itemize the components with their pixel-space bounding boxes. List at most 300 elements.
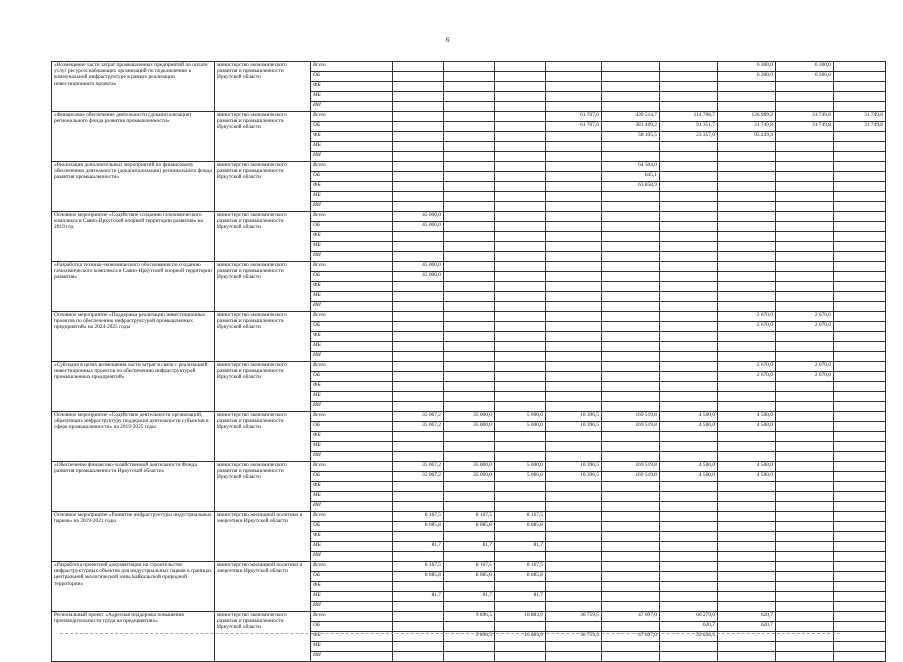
funding-source-cell: ФБ [311, 432, 393, 442]
amount-cell [546, 342, 602, 352]
amount-cell [834, 142, 886, 152]
amount-cell [718, 282, 776, 292]
amount-cell [393, 302, 444, 312]
amount-cell: 8 167,5 [495, 562, 546, 572]
amount-cell [495, 92, 546, 102]
amount-cell [718, 642, 776, 652]
amount-cell [834, 492, 886, 502]
amount-cell [393, 82, 444, 92]
amount-cell [546, 282, 602, 292]
amount-cell [546, 452, 602, 462]
amount-cell [776, 602, 834, 612]
funding-source-cell: МБ [311, 292, 393, 302]
amount-cell: 45 000,0 [393, 212, 444, 222]
amount-cell: 47 097,0 [602, 612, 660, 622]
amount-cell [444, 222, 495, 232]
amount-cell [834, 592, 886, 602]
amount-cell [834, 442, 886, 452]
amount-cell: 10 396,5 [546, 422, 602, 432]
amount-cell: 8 167,5 [393, 562, 444, 572]
amount-cell [776, 272, 834, 282]
amount-cell [602, 552, 660, 562]
activity-name-cell: Основное мероприятие «Содействие деятельности организаций, образующих инфраструктуру поддержки деятельности субъектов в сфере промышленности» на 2019-2025 годы [52, 412, 215, 462]
funding-source-cell: МБ [311, 542, 393, 552]
amount-cell [393, 482, 444, 492]
amount-cell: 31 749,8 [718, 122, 776, 132]
amount-cell: 45 000,0 [393, 262, 444, 272]
amount-cell [602, 442, 660, 452]
amount-cell [546, 232, 602, 242]
amount-cell: 35 000,0 [444, 462, 495, 472]
amount-cell [776, 382, 834, 392]
amount-cell [393, 402, 444, 412]
amount-cell [660, 352, 718, 362]
amount-cell [495, 292, 546, 302]
amount-cell [546, 252, 602, 262]
activity-name-cell: «Возмещение части затрат промышленных предприятий по оплате услуг ресурсоснабжающих организаций по подключению к коммунальной инфраструктуре в рамках реализации инвестиционного проекта» [52, 62, 215, 112]
amount-cell [602, 302, 660, 312]
amount-cell [444, 582, 495, 592]
amount-cell [546, 362, 602, 372]
amount-cell [660, 492, 718, 502]
amount-cell: 60 279,0 [660, 612, 718, 622]
funding-source-cell: ИИ [311, 152, 393, 162]
amount-cell: 169 519,8 [602, 462, 660, 472]
amount-cell [834, 542, 886, 552]
funding-source-cell: Всего [311, 512, 393, 522]
amount-cell [602, 642, 660, 652]
amount-cell [776, 542, 834, 552]
amount-cell [834, 182, 886, 192]
amount-cell [393, 282, 444, 292]
amount-cell [660, 442, 718, 452]
amount-cell [393, 642, 444, 652]
amount-cell [718, 212, 776, 222]
amount-cell [718, 402, 776, 412]
amount-cell [834, 132, 886, 142]
amount-cell [546, 132, 602, 142]
amount-cell [834, 582, 886, 592]
amount-cell: 126 999,2 [718, 112, 776, 122]
amount-cell [393, 582, 444, 592]
amount-cell [495, 162, 546, 172]
funding-source-cell: Всего [311, 262, 393, 272]
amount-cell [834, 352, 886, 362]
amount-cell [393, 162, 444, 172]
amount-cell [834, 382, 886, 392]
table-row [52, 512, 886, 522]
amount-cell [546, 72, 602, 82]
amount-cell: 8 085,8 [495, 572, 546, 582]
amount-cell [834, 422, 886, 432]
amount-cell [495, 532, 546, 542]
amount-cell [776, 252, 834, 262]
amount-cell: 4 500,0 [718, 422, 776, 432]
amount-cell [546, 292, 602, 302]
amount-cell [444, 312, 495, 322]
amount-cell: 45 000,0 [393, 222, 444, 232]
amount-cell [718, 142, 776, 152]
amount-cell [546, 642, 602, 652]
amount-cell [834, 62, 886, 72]
amount-cell [660, 312, 718, 322]
amount-cell [776, 612, 834, 622]
amount-cell [444, 402, 495, 412]
executor-cell: министерство экономического развития и промышленности Иркутской области [215, 112, 311, 162]
amount-cell [495, 202, 546, 212]
activity-name-cell: Основное мероприятие «Развитие инфраструктуры индустриальных парков» на 2019-2021 годы [52, 512, 215, 562]
amount-cell [444, 492, 495, 502]
amount-cell [834, 472, 886, 482]
amount-cell [444, 122, 495, 132]
amount-cell [495, 602, 546, 612]
amount-cell [834, 572, 886, 582]
amount-cell: 35 067,2 [393, 462, 444, 472]
amount-cell [776, 432, 834, 442]
amount-cell [834, 262, 886, 272]
amount-cell [495, 482, 546, 492]
amount-cell [660, 152, 718, 162]
amount-cell [546, 352, 602, 362]
funding-source-cell: ОБ [311, 622, 393, 632]
amount-cell [776, 282, 834, 292]
funding-source-cell: ОБ [311, 322, 393, 332]
funding-source-cell: ФБ [311, 582, 393, 592]
amount-cell [546, 182, 602, 192]
amount-cell: 381 409,2 [602, 122, 660, 132]
amount-cell [660, 592, 718, 602]
amount-cell [495, 62, 546, 72]
amount-cell [546, 62, 602, 72]
amount-cell: 81,7 [495, 542, 546, 552]
amount-cell [546, 552, 602, 562]
amount-cell [602, 312, 660, 322]
amount-cell: 8 085,8 [393, 572, 444, 582]
amount-cell [393, 112, 444, 122]
amount-cell [444, 162, 495, 172]
amount-cell [393, 502, 444, 512]
amount-cell [834, 152, 886, 162]
amount-cell: 169 519,8 [602, 412, 660, 422]
amount-cell: 35 000,0 [444, 472, 495, 482]
amount-cell [546, 152, 602, 162]
amount-cell [776, 392, 834, 402]
amount-cell: 6 300,0 [718, 62, 776, 72]
amount-cell [444, 332, 495, 342]
amount-cell [444, 142, 495, 152]
funding-source-cell: Всего [311, 562, 393, 572]
amount-cell [444, 172, 495, 182]
amount-cell: 439 514,7 [602, 112, 660, 122]
amount-cell [776, 592, 834, 602]
amount-cell [776, 492, 834, 502]
amount-cell [602, 652, 660, 662]
amount-cell [495, 352, 546, 362]
funding-source-cell: ФБ [311, 482, 393, 492]
amount-cell [546, 402, 602, 412]
funding-source-cell: ИИ [311, 602, 393, 612]
executor-cell: министерство экономического развития и промышленности Иркутской области [215, 412, 311, 462]
funding-source-cell: Всего [311, 212, 393, 222]
amount-cell [602, 192, 660, 202]
funding-source-cell: ФБ [311, 132, 393, 142]
activity-name-cell: «Разработка проектной документации на строительство инфраструктурных объектов для индустриальных парков в границах центральной экологической зоны Байкальской природной территории» [52, 562, 215, 612]
amount-cell: 169 519,8 [602, 422, 660, 432]
amount-cell [602, 382, 660, 392]
amount-cell [718, 532, 776, 542]
amount-cell [834, 462, 886, 472]
amount-cell [444, 652, 495, 662]
amount-cell [495, 302, 546, 312]
amount-cell [776, 212, 834, 222]
table-row [52, 112, 886, 122]
table-row [52, 162, 886, 172]
funding-source-cell: МБ [311, 442, 393, 452]
executor-cell: министерство экономического развития и промышленности Иркутской области [215, 212, 311, 262]
amount-cell [546, 652, 602, 662]
amount-cell [660, 202, 718, 212]
amount-cell: 8 167,5 [393, 512, 444, 522]
amount-cell [718, 242, 776, 252]
amount-cell [776, 152, 834, 162]
amount-cell [718, 492, 776, 502]
amount-cell [495, 142, 546, 152]
amount-cell [602, 362, 660, 372]
amount-cell [495, 442, 546, 452]
amount-cell [718, 162, 776, 172]
amount-cell [444, 482, 495, 492]
amount-cell [546, 482, 602, 492]
funding-source-cell: ОБ [311, 72, 393, 82]
amount-cell [444, 92, 495, 102]
amount-cell [660, 452, 718, 462]
amount-cell [834, 92, 886, 102]
amount-cell [546, 442, 602, 452]
amount-cell: 4 500,0 [660, 412, 718, 422]
amount-cell [495, 552, 546, 562]
amount-cell [718, 342, 776, 352]
funding-source-cell: ОБ [311, 222, 393, 232]
amount-cell [776, 172, 834, 182]
amount-cell [602, 142, 660, 152]
amount-cell [495, 492, 546, 502]
amount-cell: 8 085,8 [444, 522, 495, 532]
amount-cell [602, 402, 660, 412]
amount-cell [776, 222, 834, 232]
amount-cell [546, 82, 602, 92]
amount-cell [834, 372, 886, 382]
amount-cell [718, 392, 776, 402]
amount-cell [495, 372, 546, 382]
amount-cell [444, 322, 495, 332]
amount-cell [776, 642, 834, 652]
amount-cell [602, 492, 660, 502]
amount-cell [602, 602, 660, 612]
amount-cell [718, 352, 776, 362]
amount-cell [834, 212, 886, 222]
amount-cell [602, 282, 660, 292]
amount-cell [834, 402, 886, 412]
funding-source-cell: ОБ [311, 472, 393, 482]
amount-cell [546, 622, 602, 632]
amount-cell [393, 332, 444, 342]
amount-cell [546, 562, 602, 572]
amount-cell [660, 332, 718, 342]
amount-cell [546, 212, 602, 222]
amount-cell [393, 242, 444, 252]
amount-cell [718, 502, 776, 512]
amount-cell: 95 249,4 [718, 132, 776, 142]
amount-cell [602, 272, 660, 282]
amount-cell: 2 670,0 [776, 362, 834, 372]
amount-cell [660, 182, 718, 192]
funding-source-cell: ИИ [311, 102, 393, 112]
funding-source-cell: МБ [311, 392, 393, 402]
funding-source-cell: МБ [311, 342, 393, 352]
amount-cell [776, 352, 834, 362]
funding-source-cell: Всего [311, 412, 393, 422]
amount-cell [546, 172, 602, 182]
amount-cell [495, 152, 546, 162]
amount-cell [444, 552, 495, 562]
amount-cell [444, 72, 495, 82]
amount-cell [776, 132, 834, 142]
amount-cell [718, 302, 776, 312]
amount-cell [660, 252, 718, 262]
amount-cell [602, 622, 660, 632]
amount-cell [444, 182, 495, 192]
amount-cell [660, 62, 718, 72]
amount-cell [546, 302, 602, 312]
amount-cell [602, 62, 660, 72]
page-number: 6 [446, 36, 450, 44]
amount-cell [393, 142, 444, 152]
amount-cell [776, 412, 834, 422]
amount-cell [393, 602, 444, 612]
amount-cell [495, 652, 546, 662]
amount-cell: 31 749,8 [834, 122, 886, 132]
funding-source-cell: Всего [311, 312, 393, 322]
amount-cell [393, 612, 444, 622]
amount-cell [834, 162, 886, 172]
funding-source-cell: ИИ [311, 202, 393, 212]
amount-cell [444, 112, 495, 122]
funding-source-cell: МБ [311, 92, 393, 102]
amount-cell [660, 162, 718, 172]
amount-cell [718, 292, 776, 302]
amount-cell: 5 000,0 [495, 412, 546, 422]
amount-cell [660, 582, 718, 592]
amount-cell [718, 102, 776, 112]
amount-cell [660, 282, 718, 292]
funding-source-cell: ИИ [311, 502, 393, 512]
funding-source-cell: ФБ [311, 82, 393, 92]
amount-cell [834, 282, 886, 292]
amount-cell: 2 670,0 [776, 372, 834, 382]
table-row [52, 462, 886, 472]
amount-cell [393, 622, 444, 632]
amount-cell: 36 759,5 [546, 632, 602, 642]
amount-cell: 4 500,0 [718, 412, 776, 422]
amount-cell [602, 452, 660, 462]
amount-cell [718, 192, 776, 202]
amount-cell [718, 562, 776, 572]
amount-cell [776, 342, 834, 352]
amount-cell [660, 382, 718, 392]
amount-cell [546, 602, 602, 612]
amount-cell [602, 152, 660, 162]
amount-cell [602, 352, 660, 362]
amount-cell [776, 442, 834, 452]
amount-cell [660, 552, 718, 562]
amount-cell [602, 242, 660, 252]
funding-source-cell: МБ [311, 592, 393, 602]
table-row [52, 362, 886, 372]
amount-cell [776, 232, 834, 242]
amount-cell [718, 582, 776, 592]
amount-cell [495, 362, 546, 372]
amount-cell [393, 432, 444, 442]
amount-cell: 61 767,6 [546, 112, 602, 122]
amount-cell [602, 592, 660, 602]
amount-cell [602, 262, 660, 272]
amount-cell: 35 067,2 [393, 472, 444, 482]
amount-cell: 9 896,5 [444, 632, 495, 642]
amount-cell: 8 167,5 [495, 512, 546, 522]
funding-source-cell: ФБ [311, 332, 393, 342]
amount-cell: 4 500,0 [718, 462, 776, 472]
amount-cell [834, 632, 886, 642]
amount-cell [776, 92, 834, 102]
table-row [52, 262, 886, 272]
amount-cell [495, 312, 546, 322]
amount-cell [718, 332, 776, 342]
amount-cell [660, 652, 718, 662]
amount-cell [495, 272, 546, 282]
amount-cell [602, 372, 660, 382]
amount-cell [602, 572, 660, 582]
amount-cell [546, 372, 602, 382]
amount-cell [393, 372, 444, 382]
amount-cell [444, 102, 495, 112]
amount-cell: 5 000,0 [495, 472, 546, 482]
amount-cell [393, 102, 444, 112]
amount-cell: 8 085,8 [495, 522, 546, 532]
amount-cell [444, 642, 495, 652]
amount-cell [718, 572, 776, 582]
amount-cell [834, 302, 886, 312]
amount-cell: 2 670,0 [718, 372, 776, 382]
page-bottom-rule [60, 633, 840, 634]
amount-cell [718, 222, 776, 232]
amount-cell [660, 92, 718, 102]
funding-source-cell: Всего [311, 112, 393, 122]
amount-cell [602, 202, 660, 212]
amount-cell [834, 192, 886, 202]
amount-cell [660, 372, 718, 382]
amount-cell [495, 112, 546, 122]
amount-cell [602, 532, 660, 542]
amount-cell [444, 82, 495, 92]
amount-cell [602, 212, 660, 222]
amount-cell [776, 292, 834, 302]
executor-cell: министерство жилищной политики и энергетики Иркутской области [215, 562, 311, 612]
amount-cell [602, 502, 660, 512]
amount-cell [776, 482, 834, 492]
amount-cell [834, 602, 886, 612]
funding-source-cell: Всего [311, 62, 393, 72]
amount-cell [660, 102, 718, 112]
